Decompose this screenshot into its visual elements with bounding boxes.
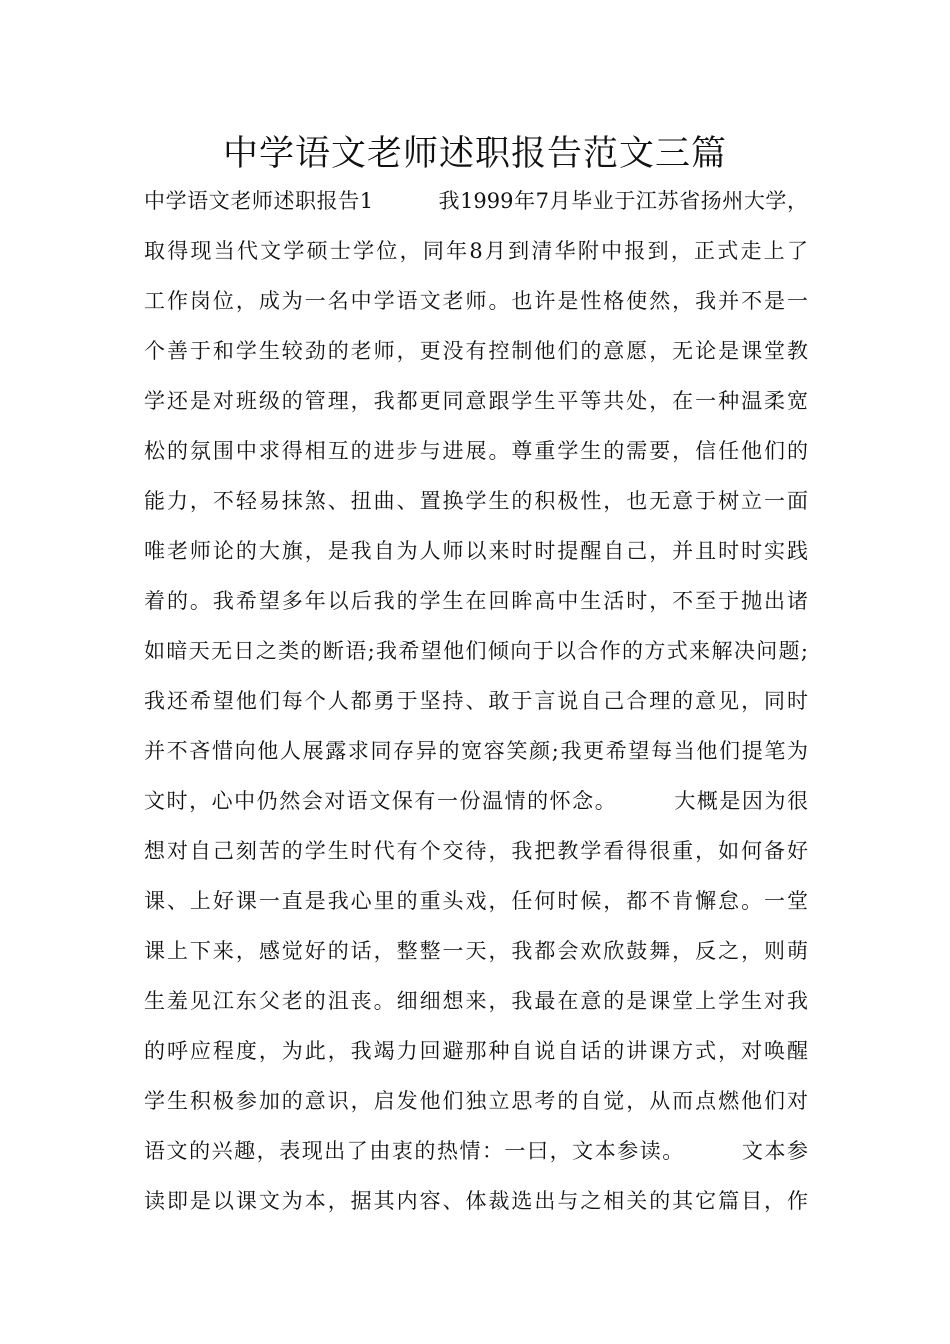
document-body xyxy=(144,176,808,1226)
body-line: 能力，不轻易抹煞、扭曲、置换学生的积极性，也无意于树立一面 xyxy=(144,489,808,513)
body-line: 想对自己刻苦的学生时代有个交待，我把教学看得很重，如何备好 xyxy=(144,839,808,863)
body-line: 如暗天无日之类的断语;我希望他们倾向于以合作的方式来解决问题; xyxy=(144,639,808,663)
body-line: 唯老师论的大旗，是我自为人师以来时时提醒自己，并且时时实践 xyxy=(144,539,808,563)
body-line: 着的。我希望多年以后我的学生在回眸高中生活时，不至于抛出诸 xyxy=(144,589,808,613)
body-line: 中学语文老师述职报告1 我1999年7月毕业于江苏省扬州大学， xyxy=(144,189,808,213)
body-line: 课上下来，感觉好的话，整整一天，我都会欢欣鼓舞，反之，则萌 xyxy=(144,939,808,963)
body-line: 并不吝惜向他人展露求同存异的宽容笑颜;我更希望每当他们提笔为 xyxy=(144,739,808,763)
body-line: 工作岗位，成为一名中学语文老师。也许是性格使然，我并不是一 xyxy=(144,289,808,313)
body-line: 个善于和学生较劲的老师，更没有控制他们的意愿，无论是课堂教 xyxy=(144,339,808,363)
body-line: 松的氛围中求得相互的进步与进展。尊重学生的需要，信任他们的 xyxy=(144,439,808,463)
body-line: 文时，心中仍然会对语文保有一份温情的怀念。 大概是因为很 xyxy=(144,789,808,813)
body-line: 我还希望他们每个人都勇于坚持、敢于言说自己合理的意见，同时 xyxy=(144,689,808,713)
body-line: 生羞见江东父老的沮丧。细细想来，我最在意的是课堂上学生对我 xyxy=(144,989,808,1013)
body-line: 课、上好课一直是我心里的重头戏，任何时候，都不肯懈怠。一堂 xyxy=(144,889,808,913)
body-line: 学生积极参加的意识，启发他们独立思考的自觉，从而点燃他们对 xyxy=(144,1089,808,1113)
body-line: 取得现当代文学硕士学位，同年8月到清华附中报到，正式走上了 xyxy=(144,239,808,263)
body-line: 的呼应程度，为此，我竭力回避那种自说自话的讲课方式，对唤醒 xyxy=(144,1039,808,1063)
body-line: 读即是以课文为本，据其内容、体裁选出与之相关的其它篇目，作 xyxy=(144,1189,808,1213)
body-line: 学还是对班级的管理，我都更同意跟学生平等共处，在一种温柔宽 xyxy=(144,389,808,413)
document-title: 中学语文老师述职报告范文三篇 xyxy=(222,134,727,174)
body-line: 语文的兴趣，表现出了由衷的热情：一曰，文本参读。 文本参 xyxy=(144,1139,808,1163)
